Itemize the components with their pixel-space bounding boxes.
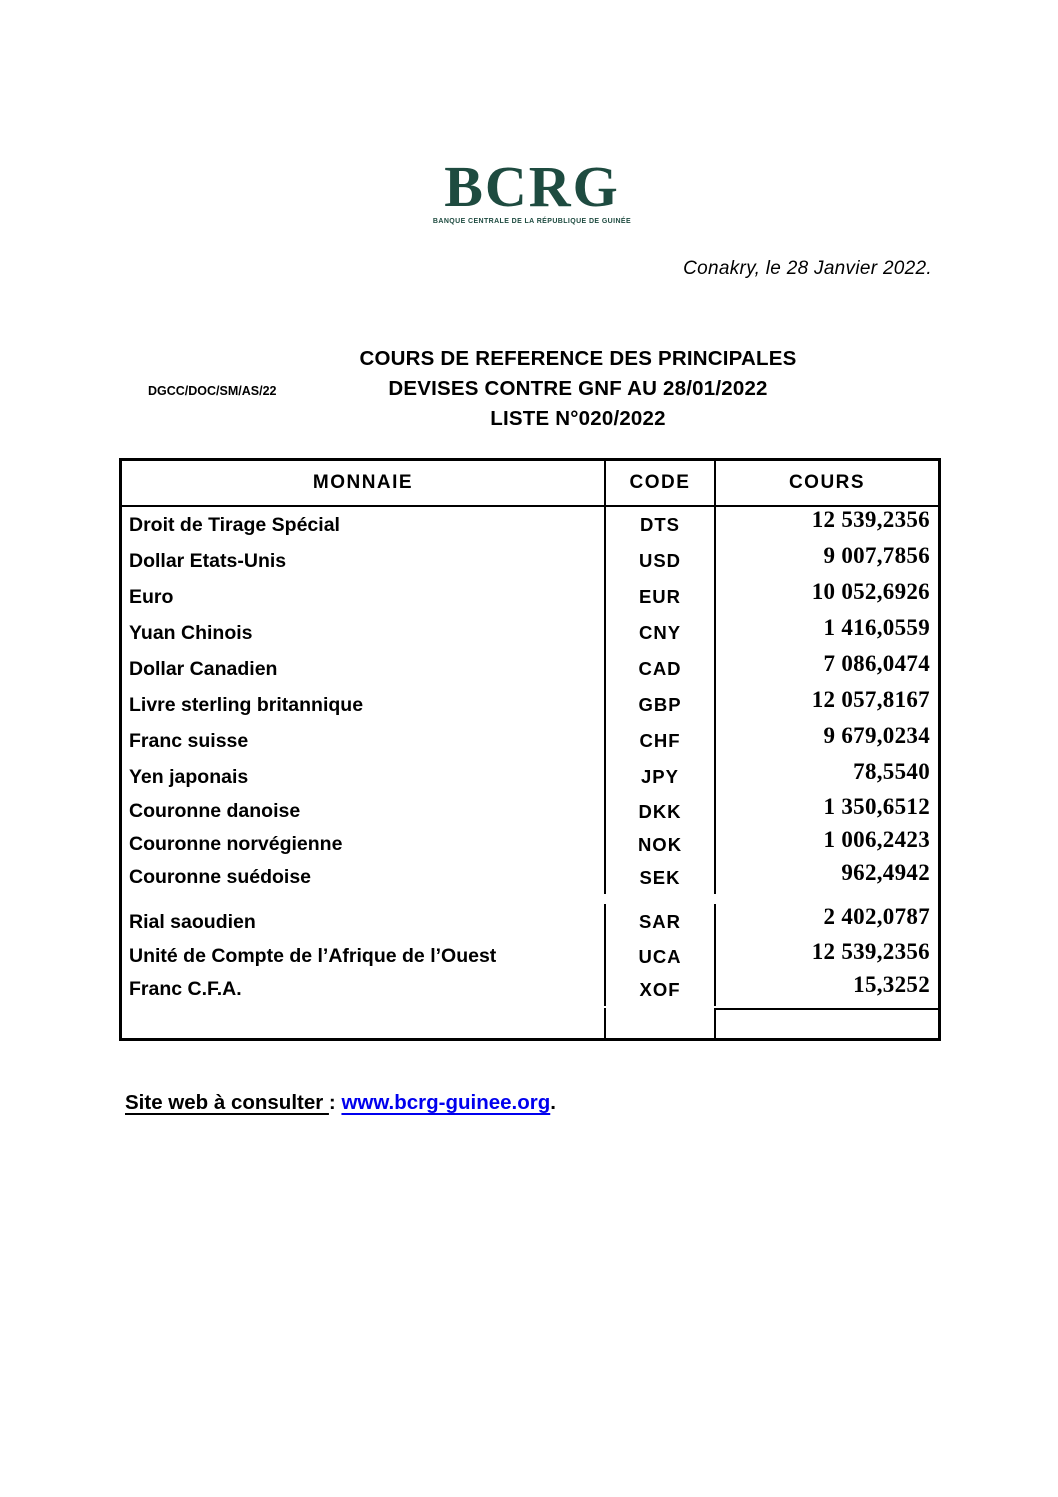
- currency-code: GBP: [606, 687, 716, 723]
- title-line-2: DEVISES CONTRE GNF AU 28/01/2022: [388, 377, 768, 400]
- currency-code: USD: [606, 543, 716, 579]
- table-row: [122, 651, 938, 687]
- table-body: [122, 507, 938, 1008]
- table-row: [122, 861, 938, 894]
- table-row: [122, 795, 938, 828]
- table-row: [122, 828, 938, 861]
- currency-rate-cell: [716, 579, 938, 615]
- currency-rate-cell: [716, 543, 938, 579]
- currency-code: SAR: [606, 904, 716, 940]
- currency-rate: 9 007,7856: [823, 543, 930, 568]
- footer-empty-cours: [716, 1008, 938, 1038]
- table-row: [122, 507, 938, 543]
- website-separator: :: [328, 1091, 336, 1114]
- bcrg-logo: [412, 64, 652, 225]
- table-row: [122, 894, 938, 940]
- dateline: Conakry, le 28 Janvier 2022.: [683, 258, 932, 279]
- table-row: [122, 723, 938, 759]
- currency-rate: 15,3252: [853, 971, 930, 997]
- currency-rate: 2 402,0787: [823, 904, 930, 929]
- currency-rate: 10 052,6926: [811, 579, 930, 604]
- website-period: .: [550, 1091, 556, 1114]
- table-row: [122, 759, 938, 795]
- exchange-rates-table: [119, 458, 941, 1041]
- currency-code: DTS: [606, 507, 716, 543]
- currency-rate: 1 006,2423: [823, 826, 930, 852]
- currency-rate: 12 057,8167: [811, 687, 930, 712]
- currency-name: Euro: [122, 579, 606, 615]
- currency-name: Unité de Compte de l’Afrique de l’Ouest: [122, 940, 606, 973]
- table-footer-row: [122, 1008, 938, 1038]
- currency-name: Couronne suédoise: [122, 861, 606, 894]
- document-title: [248, 344, 908, 434]
- currency-rate: 7 086,0474: [823, 651, 930, 676]
- currency-rate-cell: [716, 828, 938, 861]
- table-row: [122, 579, 938, 615]
- currency-code: SEK: [606, 861, 716, 894]
- title-line-3: LISTE N°020/2022: [490, 407, 666, 430]
- website-line: [125, 1091, 556, 1115]
- title-line-1: COURS DE REFERENCE DES PRINCIPALES: [359, 347, 797, 370]
- currency-name: Couronne danoise: [122, 795, 606, 828]
- bcrg-wordmark: BCRG: [444, 154, 620, 219]
- currency-rate-cell: [716, 973, 938, 1006]
- website-link[interactable]: www.bcrg-guinee.org: [341, 1091, 551, 1114]
- currency-rate: 12 539,2356: [811, 938, 930, 964]
- currency-rate: 9 679,0234: [823, 723, 930, 748]
- currency-code: DKK: [606, 795, 716, 828]
- currency-name: Rial saoudien: [122, 904, 606, 940]
- sunburst-trumpets-icon: [422, 64, 642, 160]
- currency-rate-cell: [716, 615, 938, 651]
- currency-name: Livre sterling britannique: [122, 687, 606, 723]
- currency-rate-cell: [716, 651, 938, 687]
- table-row: [122, 687, 938, 723]
- currency-name: Dollar Etats-Unis: [122, 543, 606, 579]
- currency-name: Dollar Canadien: [122, 651, 606, 687]
- website-label: Site web à consulter: [125, 1091, 329, 1114]
- currency-rate-cell: [716, 940, 938, 973]
- currency-code: CAD: [606, 651, 716, 687]
- currency-rate-cell: [716, 759, 938, 795]
- currency-name: Yuan Chinois: [122, 615, 606, 651]
- currency-name: Franc suisse: [122, 723, 606, 759]
- currency-rate-cell: [716, 795, 938, 828]
- footer-empty-monnaie: [122, 1008, 606, 1038]
- header-monnaie: MONNAIE: [122, 461, 606, 505]
- currency-rate: 1 350,6512: [823, 793, 930, 819]
- table-row: [122, 615, 938, 651]
- currency-code: EUR: [606, 579, 716, 615]
- table-header-row: [122, 461, 938, 507]
- currency-name: Franc C.F.A.: [122, 973, 606, 1006]
- currency-rate-cell: [716, 507, 938, 543]
- currency-code: CNY: [606, 615, 716, 651]
- currency-rate: 1 416,0559: [823, 615, 930, 640]
- currency-rate-cell: [716, 687, 938, 723]
- currency-rate: 12 539,2356: [811, 507, 930, 532]
- currency-rate-cell: [716, 904, 938, 940]
- currency-code: NOK: [606, 828, 716, 861]
- currency-code: JPY: [606, 759, 716, 795]
- table-row: [122, 973, 938, 1006]
- currency-name: Droit de Tirage Spécial: [122, 507, 606, 543]
- currency-rate-cell: [716, 723, 938, 759]
- table-row: [122, 940, 938, 973]
- bcrg-tagline: BANQUE CENTRALE DE LA RÉPUBLIQUE DE GUINÉE: [432, 218, 632, 225]
- table-row: [122, 543, 938, 579]
- footer-empty-code: [606, 1008, 716, 1038]
- currency-code: CHF: [606, 723, 716, 759]
- currency-code: UCA: [606, 940, 716, 973]
- currency-name: Yen japonais: [122, 759, 606, 795]
- currency-name: Couronne norvégienne: [122, 828, 606, 861]
- currency-rate: 962,4942: [841, 859, 930, 885]
- header-code: CODE: [606, 461, 716, 505]
- currency-code: XOF: [606, 973, 716, 1006]
- currency-rate: 78,5540: [853, 759, 930, 784]
- currency-rate-cell: [716, 861, 938, 894]
- reference-code: DGCC/DOC/SM/AS/22: [148, 384, 277, 398]
- header-cours: COURS: [788, 472, 866, 493]
